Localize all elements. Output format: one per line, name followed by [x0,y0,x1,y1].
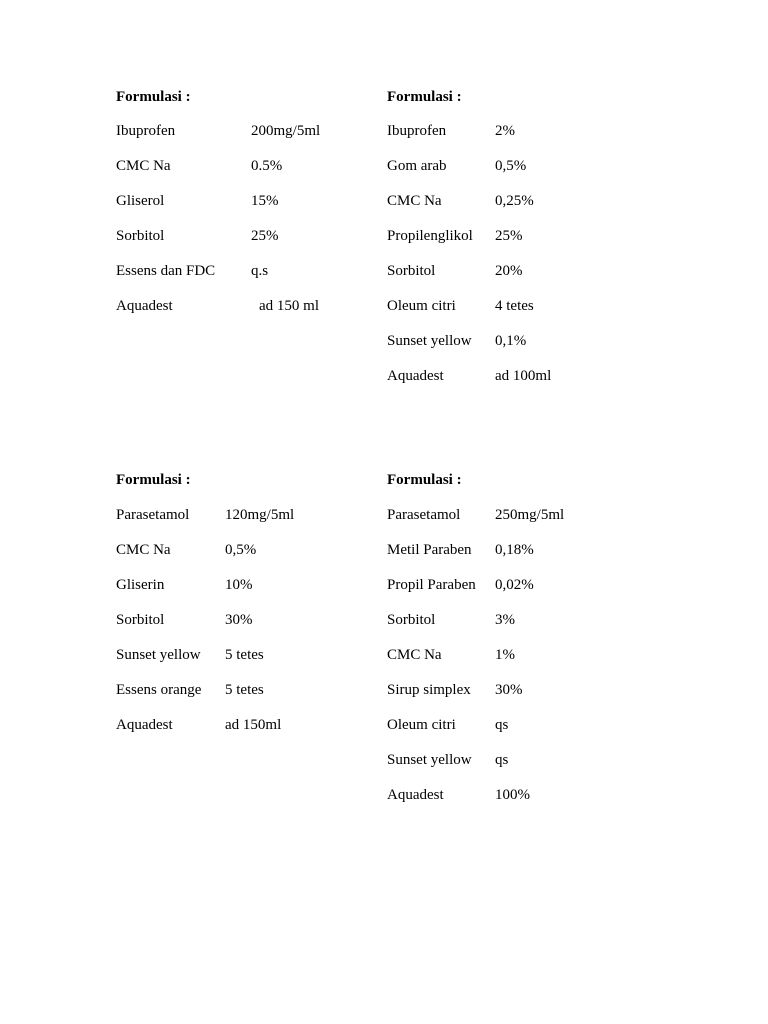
ingredient-name: Sunset yellow [116,647,201,663]
ingredient-amount: ad 150 ml [259,298,319,314]
formulation-title: Formulasi : [116,89,191,105]
ingredient-name: Oleum citri [387,717,456,733]
ingredient-name: Ibuprofen [116,123,176,139]
ingredient-name: Propil Paraben [387,577,476,593]
ingredient-name: Sirup simplex [387,682,471,698]
ingredient-amount: 0.5% [251,158,283,174]
formulation-title: Formulasi : [387,89,462,105]
ingredient-amount: 25% [251,228,279,244]
ingredient-name: Sorbitol [387,612,436,628]
ingredient-amount: 5 tetes [225,647,264,663]
ingredient-amount: ad 100ml [495,368,552,384]
ingredient-amount: 3% [495,612,515,628]
ingredient-amount: 0,5% [225,542,257,558]
ingredient-name: Parasetamol [387,507,461,523]
ingredient-name: Parasetamol [116,507,190,523]
ingredient-name: CMC Na [387,647,442,663]
ingredient-name: Sunset yellow [387,752,472,768]
ingredient-amount: ad 150ml [225,717,282,733]
ingredient-name: Sorbitol [387,263,436,279]
ingredient-amount: 120mg/5ml [225,507,295,523]
ingredient-name: Aquadest [116,298,173,314]
ingredient-amount: q.s [251,263,269,279]
ingredient-amount: 30% [495,682,523,698]
ingredient-name: Ibuprofen [387,123,447,139]
formulation-title: Formulasi : [387,472,462,488]
ingredient-amount: 100% [495,787,530,803]
ingredient-name: Sunset yellow [387,333,472,349]
ingredient-name: Metil Paraben [387,542,472,558]
formulation-title: Formulasi : [116,472,191,488]
ingredient-name: Sorbitol [116,612,165,628]
ingredient-name: Essens orange [116,682,202,698]
ingredient-name: Aquadest [387,787,444,803]
ingredient-amount: 30% [225,612,253,628]
ingredient-name: Aquadest [387,368,444,384]
ingredient-name: Oleum citri [387,298,456,314]
ingredient-amount: 2% [495,123,515,139]
ingredient-name: CMC Na [116,158,171,174]
ingredient-amount: 0,25% [495,193,534,209]
ingredient-amount: 4 tetes [495,298,534,314]
ingredient-amount: 15% [251,193,279,209]
ingredient-amount: 0,18% [495,542,534,558]
ingredient-amount: qs [495,752,509,768]
ingredient-amount: 20% [495,263,523,279]
ingredient-name: Sorbitol [116,228,165,244]
ingredient-name: Gliserol [116,193,165,209]
ingredient-amount: qs [495,717,509,733]
ingredient-amount: 0,5% [495,158,527,174]
ingredient-name: Essens dan FDC [116,263,216,279]
ingredient-amount: 0,1% [495,333,527,349]
ingredient-amount: 200mg/5ml [251,123,321,139]
ingredient-amount: 25% [495,228,523,244]
ingredient-name: CMC Na [387,193,442,209]
ingredient-name: CMC Na [116,542,171,558]
ingredient-amount: 10% [225,577,253,593]
ingredient-amount: 1% [495,647,515,663]
ingredient-name: Gliserin [116,577,165,593]
ingredient-name: Aquadest [116,717,173,733]
ingredient-amount: 250mg/5ml [495,507,565,523]
ingredient-amount: 5 tetes [225,682,264,698]
ingredient-amount: 0,02% [495,577,534,593]
ingredient-name: Propilenglikol [387,228,473,244]
ingredient-name: Gom arab [387,158,447,174]
